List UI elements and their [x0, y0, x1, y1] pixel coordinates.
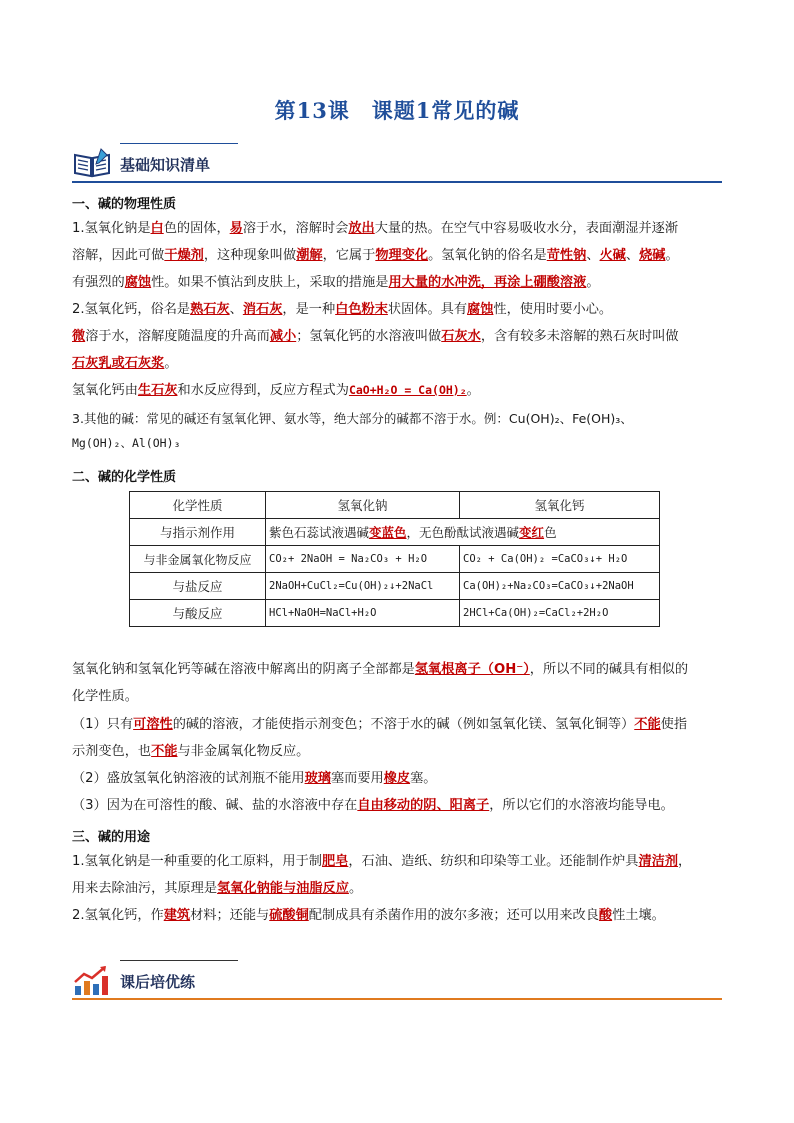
equation-cell: Ca(OH)₂+Na₂CO₃=CaCO₃↓+2NaOH [460, 573, 660, 600]
indicator-cell: 紫色石蕊试液遇碱变蓝色，无色酚酞试液遇碱变红色 [266, 519, 660, 546]
equation-cell: 2HCl+Ca(OH)₂=CaCl₂+2H₂O [460, 600, 660, 627]
table-header-cell: 化学性质 [130, 492, 266, 519]
paragraph-line: 2.氢氧化钙，俗名是熟石灰、消石灰，是一种白色粉末状固体。具有腐蚀性，使用时要小心。 [72, 302, 613, 317]
heading-uses: 三、碱的用途 [72, 830, 151, 845]
section-header-basics [72, 143, 722, 183]
heading-physical-properties: 一、碱的物理性质 [72, 197, 177, 212]
paragraph-line: （2）盛放氢氧化钠溶液的试剂瓶不能用玻璃塞而要用橡皮塞。 [72, 771, 437, 786]
header-top-rule [120, 960, 238, 961]
equation-cell: CO₂ + Ca(OH)₂ =CaCO₃↓+ H₂O [460, 546, 660, 573]
rising-bar-chart-icon [72, 964, 112, 996]
equation-cell: HCl+NaOH=NaCl+H₂O [266, 600, 460, 627]
paragraph-line: 石灰乳或石灰浆。 [72, 356, 178, 371]
paragraph-line: Mg(OH)₂、Al(OH)₃ [72, 436, 181, 450]
header-bottom-rule [72, 181, 722, 183]
equation-cell: 2NaOH+CuCl₂=Cu(OH)₂↓+2NaCl [266, 573, 460, 600]
paragraph-line: 溶解，因此可做干燥剂，这种现象叫做潮解，它属于物理变化。氢氧化钠的俗名是苛性钠、火碱、烧碱。 [72, 248, 679, 263]
property-cell: 与酸反应 [130, 600, 266, 627]
paragraph-line: 3.其他的碱：常见的碱还有氢氧化钾、氨水等，绝大部分的碱都不溶于水。例：Cu(OH)₂、Fe(OH)₃、 [72, 411, 633, 426]
table-row [130, 546, 660, 573]
paragraph-line: （3）因为在可溶性的酸、碱、盐的水溶液中存在自由移动的阴、阳离子，所以它们的水溶液均能导电。 [72, 798, 674, 813]
section-title-practice: 课后培优练 [120, 973, 196, 991]
paragraph-line: 1.氢氧化钠是白色的固体，易溶于水，溶解时会放出大量的热。在空气中容易吸收水分，表面潮湿并逐渐 [72, 221, 679, 236]
table-header-row [130, 492, 660, 519]
heading-chemical-properties: 二、碱的化学性质 [72, 470, 177, 485]
table-header-cell: 氢氧化钠 [266, 492, 460, 519]
paragraph-line: 化学性质。 [72, 689, 138, 704]
section-title-basics: 基础知识清单 [120, 156, 211, 174]
paragraph-line: 氢氧化钙由生石灰和水反应得到，反应方程式为CaO+H₂O = Ca(OH)₂。 [72, 383, 480, 398]
property-cell: 与指示剂作用 [130, 519, 266, 546]
header-bottom-rule [72, 998, 722, 1000]
table-row [130, 519, 660, 546]
header-top-rule [120, 143, 238, 144]
paragraph-line: 2.氢氧化钙，作建筑材料；还能与硫酸铜配制成具有杀菌作用的波尔多液；还可以用来改良酸性土壤。 [72, 908, 665, 923]
paragraph-line: 氢氧化钠和氢氧化钙等碱在溶液中解离出的阴离子全部都是氢氧根离子（OH⁻），所以不同的碱具有相似的 [72, 662, 689, 677]
paragraph-line: 示剂变色，也不能与非金属氧化物反应。 [72, 744, 310, 759]
property-cell: 与非金属氧化物反应 [130, 546, 266, 573]
equation-cell: CO₂+ 2NaOH = Na₂CO₃ + H₂O [266, 546, 460, 573]
property-cell: 与盐反应 [130, 573, 266, 600]
open-book-icon [72, 147, 112, 179]
chemical-properties-table [129, 491, 660, 627]
table-row [130, 600, 660, 627]
paragraph-line: 1.氢氧化钠是一种重要的化工原料，用于制肥皂，石油、造纸、纺织和印染等工业。还能制作炉具清洁剂， [72, 854, 692, 869]
paragraph-line: （1）只有可溶性的碱的溶液，才能使指示剂变色；不溶于水的碱（例如氢氧化镁、氢氧化铜等）不能使指 [72, 717, 688, 732]
paragraph-line: 用来去除油污，其原理是氢氧化钠能与油脂反应。 [72, 881, 363, 896]
paragraph-line: 有强烈的腐蚀性。如果不慎沾到皮肤上，采取的措施是用大量的水冲洗，再涂上硼酸溶液。 [72, 275, 600, 290]
table-row [130, 573, 660, 600]
page-title: 第13课 课题1常见的碱 [274, 98, 520, 123]
table-header-cell: 氢氧化钙 [460, 492, 660, 519]
paragraph-line: 微溶于水，溶解度随温度的升高而减小；氢氧化钙的水溶液叫做石灰水，含有较多未溶解的熟石灰时叫做 [72, 329, 679, 344]
section-header-practice [72, 960, 722, 1000]
